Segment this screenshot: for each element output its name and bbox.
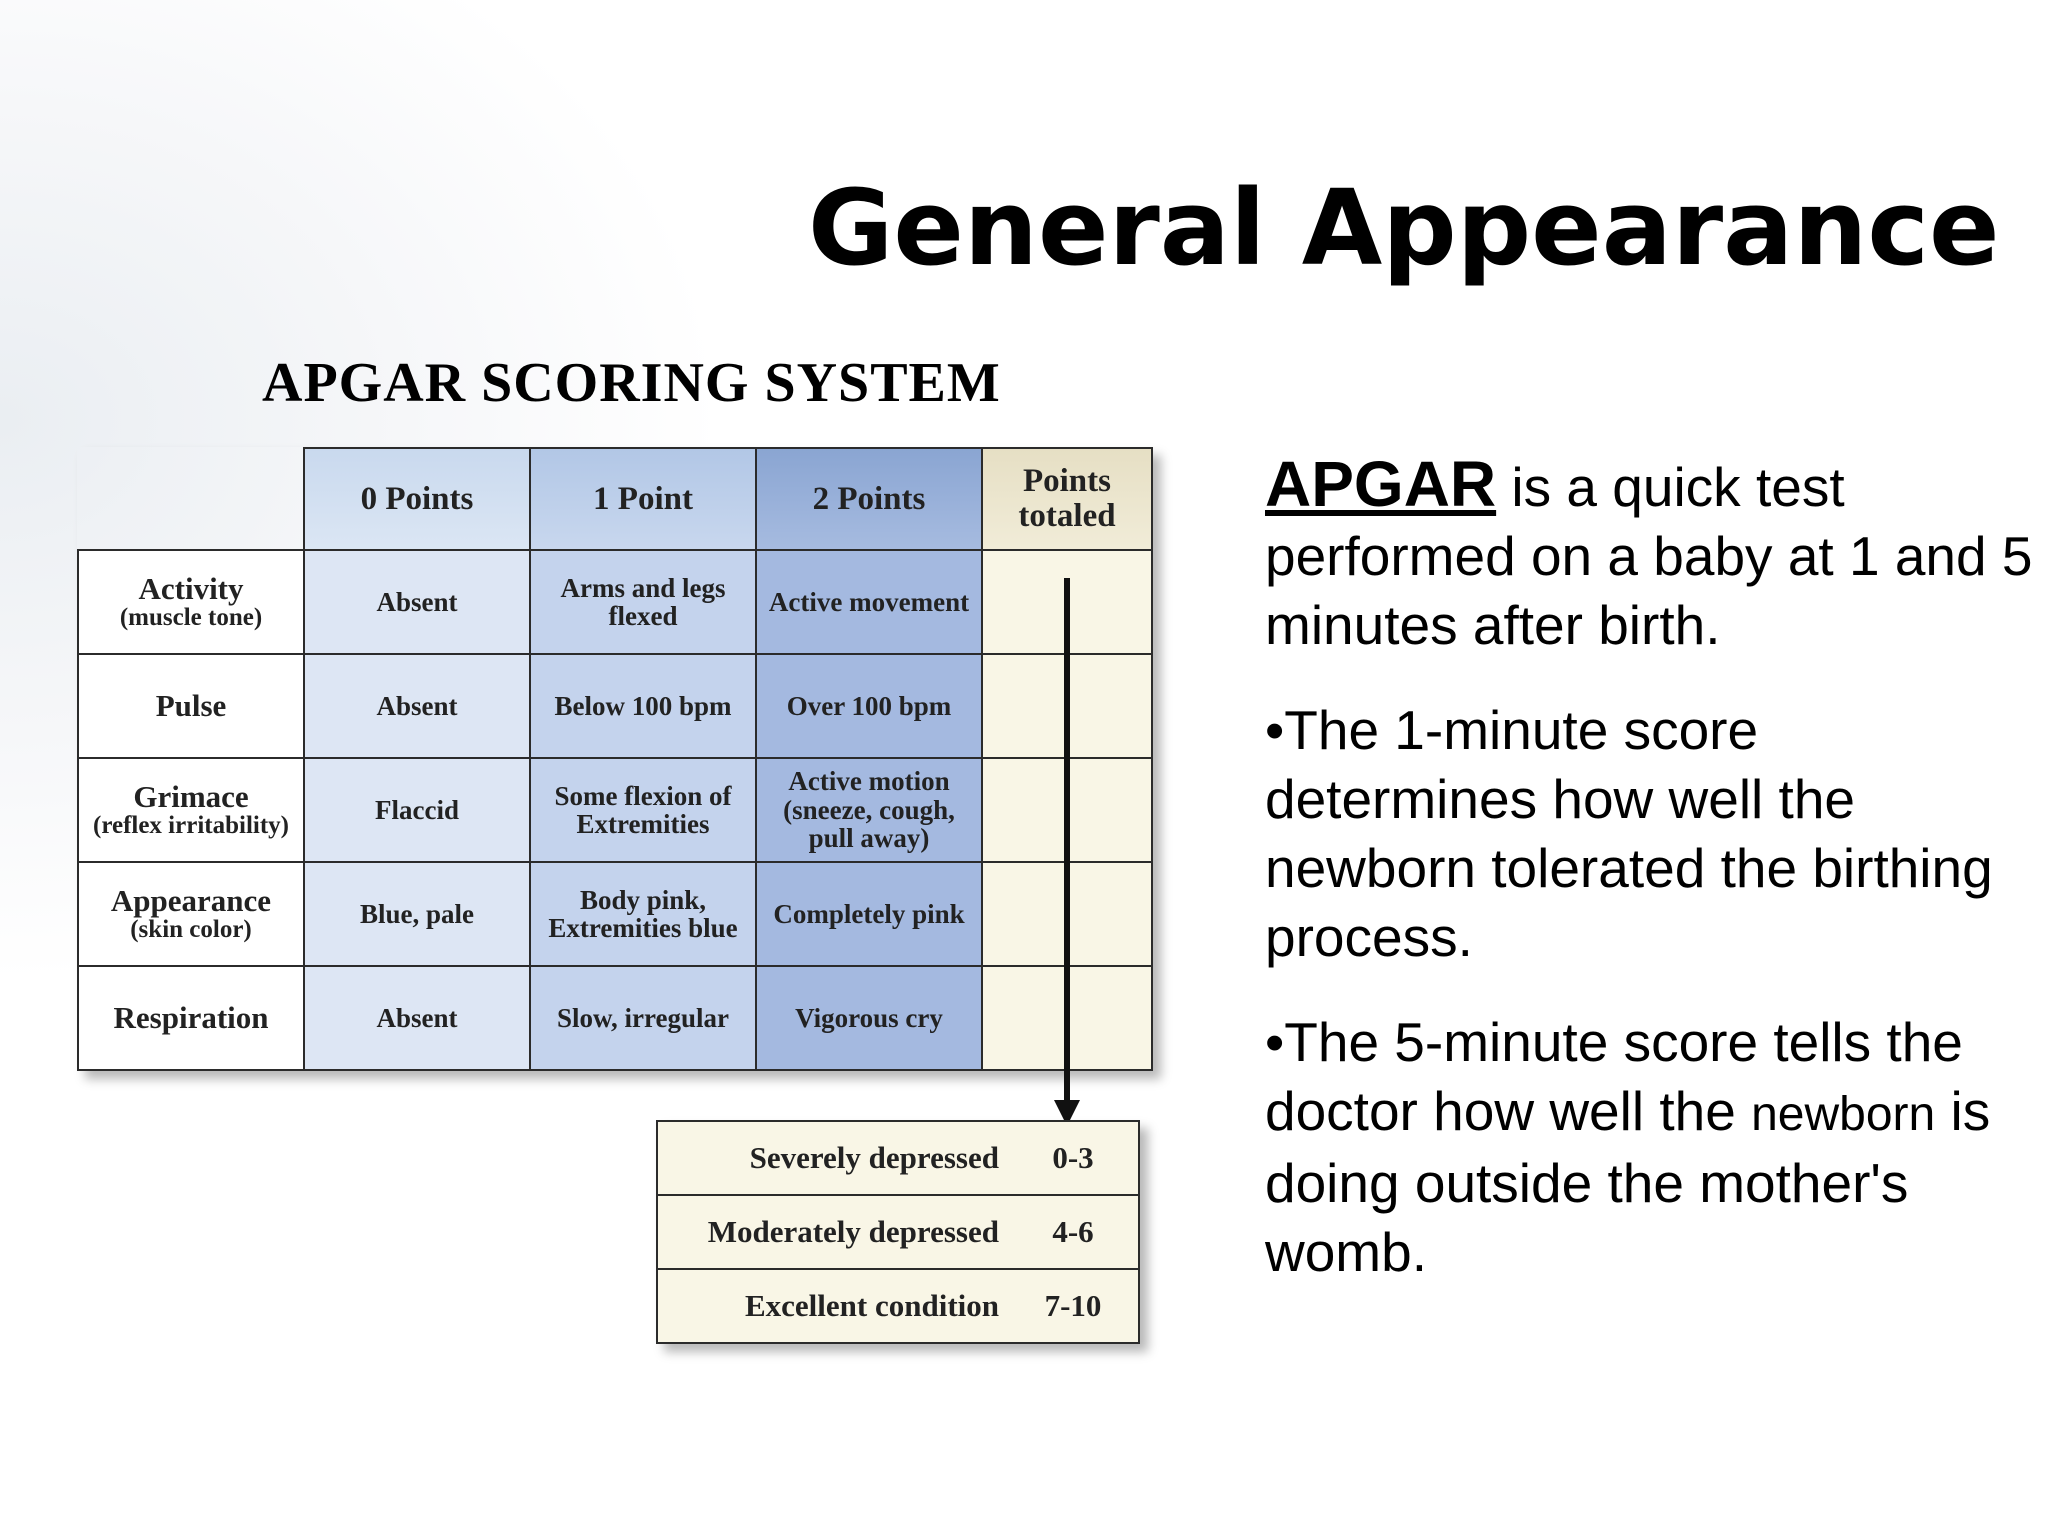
criterion-label: Pulse [155, 687, 227, 723]
criterion-detail: (skin color) [130, 916, 252, 944]
body-text [1265, 450, 2035, 1323]
range-row [657, 1121, 1139, 1195]
criterion-cell [78, 654, 304, 758]
header-0-points: 0 Points [304, 448, 530, 550]
intro-paragraph [1265, 450, 2035, 660]
header-2-points: 2 Points [756, 448, 982, 550]
header-points-totaled: Points totaled [982, 448, 1152, 550]
score-0-cell: Blue, pale [304, 862, 530, 966]
score-0-cell: Absent [304, 550, 530, 654]
score-1-cell: Arms and legs flexed [530, 550, 756, 654]
criterion-label: Respiration [113, 999, 269, 1035]
criterion-label: Appearance [110, 882, 272, 918]
table-row [78, 550, 1152, 654]
header-row [78, 448, 1152, 550]
criterion-detail: (reflex irritability) [93, 812, 289, 840]
score-2-cell: Active motion (sneeze, cough, pull away) [756, 758, 982, 862]
apgar-term: APGAR [1265, 448, 1497, 520]
score-1-cell: Slow, irregular [530, 966, 756, 1070]
score-1-cell: Below 100 bpm [530, 654, 756, 758]
score-1-cell: Body pink, Extremities blue [530, 862, 756, 966]
criterion-cell [78, 550, 304, 654]
header-1-point: 1 Point [530, 448, 756, 550]
criterion-cell [78, 758, 304, 862]
range-label: Excellent condition [657, 1269, 1017, 1343]
range-value: 7-10 [1017, 1269, 1139, 1343]
score-2-cell: Over 100 bpm [756, 654, 982, 758]
range-row [657, 1195, 1139, 1269]
score-ranges-table [656, 1120, 1140, 1344]
score-0-cell: Absent [304, 654, 530, 758]
figure-title: APGAR SCORING SYSTEM [262, 352, 1001, 414]
criterion-cell [78, 862, 304, 966]
score-2-cell: Vigorous cry [756, 966, 982, 1070]
criterion-cell [78, 966, 304, 1070]
total-arrow-line [1064, 578, 1070, 1103]
range-value: 4-6 [1017, 1195, 1139, 1269]
score-0-cell: Flaccid [304, 758, 530, 862]
table-row [78, 862, 1152, 966]
range-row [657, 1269, 1139, 1343]
apgar-table [77, 447, 1153, 1071]
score-2-cell: Active movement [756, 550, 982, 654]
bullet2-text-a: •The 5-minute score tells the doctor how well the [1265, 1011, 1963, 1142]
table-row [78, 966, 1152, 1070]
score-1-cell: Some flexion of Extremities [530, 758, 756, 862]
criterion-label: Grimace [133, 778, 249, 814]
criterion-detail: (muscle tone) [119, 604, 263, 632]
table-row [78, 758, 1152, 862]
header-blank [78, 448, 304, 550]
range-label: Moderately depressed [657, 1195, 1017, 1269]
intro-text: is a quick test performed on a baby at 1 and 5 minutes after birth. [1265, 456, 2033, 656]
range-value: 0-3 [1052, 1140, 1094, 1175]
bullet-one-minute: •The 1-minute score determines how well the newborn tolerated the birthing process. [1265, 699, 1993, 968]
slide-title: General Appearance [808, 167, 2000, 289]
score-0-cell: Absent [304, 966, 530, 1070]
bullet-five-minute [1265, 1008, 2035, 1287]
criterion-label: Activity [138, 570, 244, 606]
bullet2-text-b: newborn [1751, 1088, 1936, 1141]
score-2-cell: Completely pink [756, 862, 982, 966]
table-row [78, 654, 1152, 758]
bullet2-text-c: is doing outside the mother's womb. [1265, 1080, 1991, 1283]
range-label: Severely depressed [749, 1140, 999, 1175]
